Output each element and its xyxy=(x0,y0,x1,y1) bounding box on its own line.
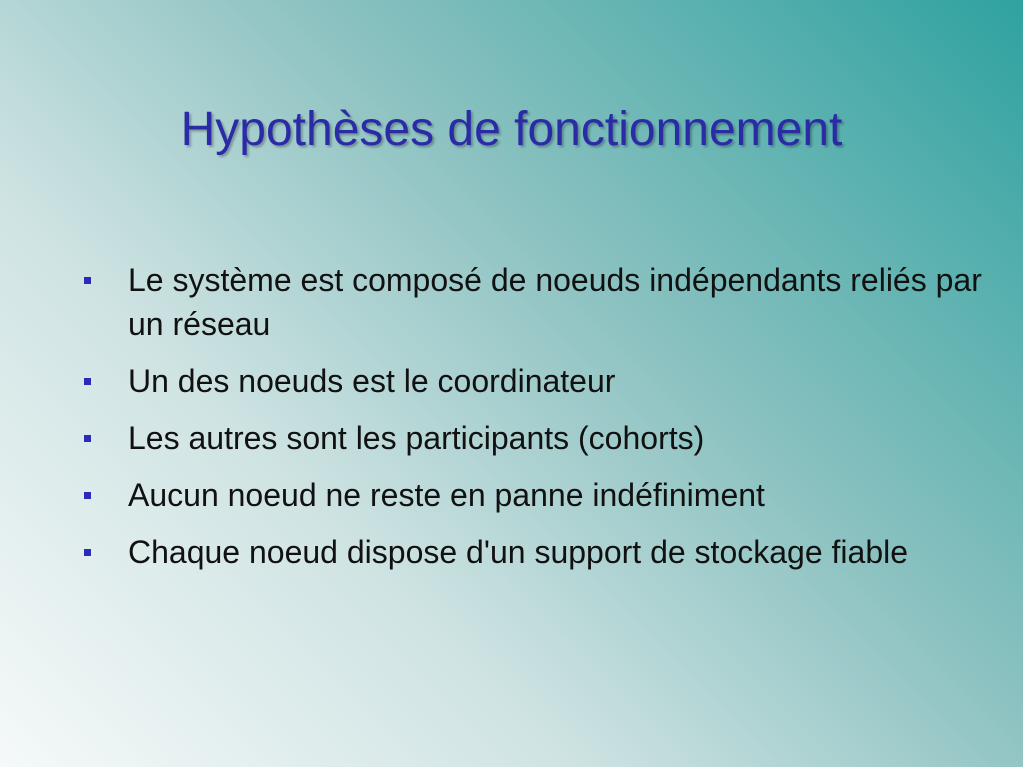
bullet-text: Aucun noeud ne reste en panne indéfiniment xyxy=(128,477,765,513)
slide-title: Hypothèses de fonctionnement xyxy=(180,103,843,156)
bullet-item xyxy=(82,530,982,574)
bullet-item xyxy=(82,258,982,346)
bullet-item xyxy=(82,416,982,460)
square-bullet-icon xyxy=(84,277,91,284)
bullet-text: Les autres sont les participants (cohorts) xyxy=(128,420,705,456)
bullet-text: Un des noeuds est le coordinateur xyxy=(128,363,616,399)
square-bullet-icon xyxy=(84,492,91,499)
bullet-item xyxy=(82,359,982,403)
bullet-item xyxy=(82,473,982,517)
square-bullet-icon xyxy=(84,435,91,442)
bullet-text: Chaque noeud dispose d'un support de stockage fiable xyxy=(128,534,909,570)
bullet-list xyxy=(82,258,982,587)
square-bullet-icon xyxy=(84,378,91,385)
bullet-text: Le système est composé de noeuds indépendants reliés par un réseau xyxy=(128,262,982,342)
square-bullet-icon xyxy=(84,549,91,556)
